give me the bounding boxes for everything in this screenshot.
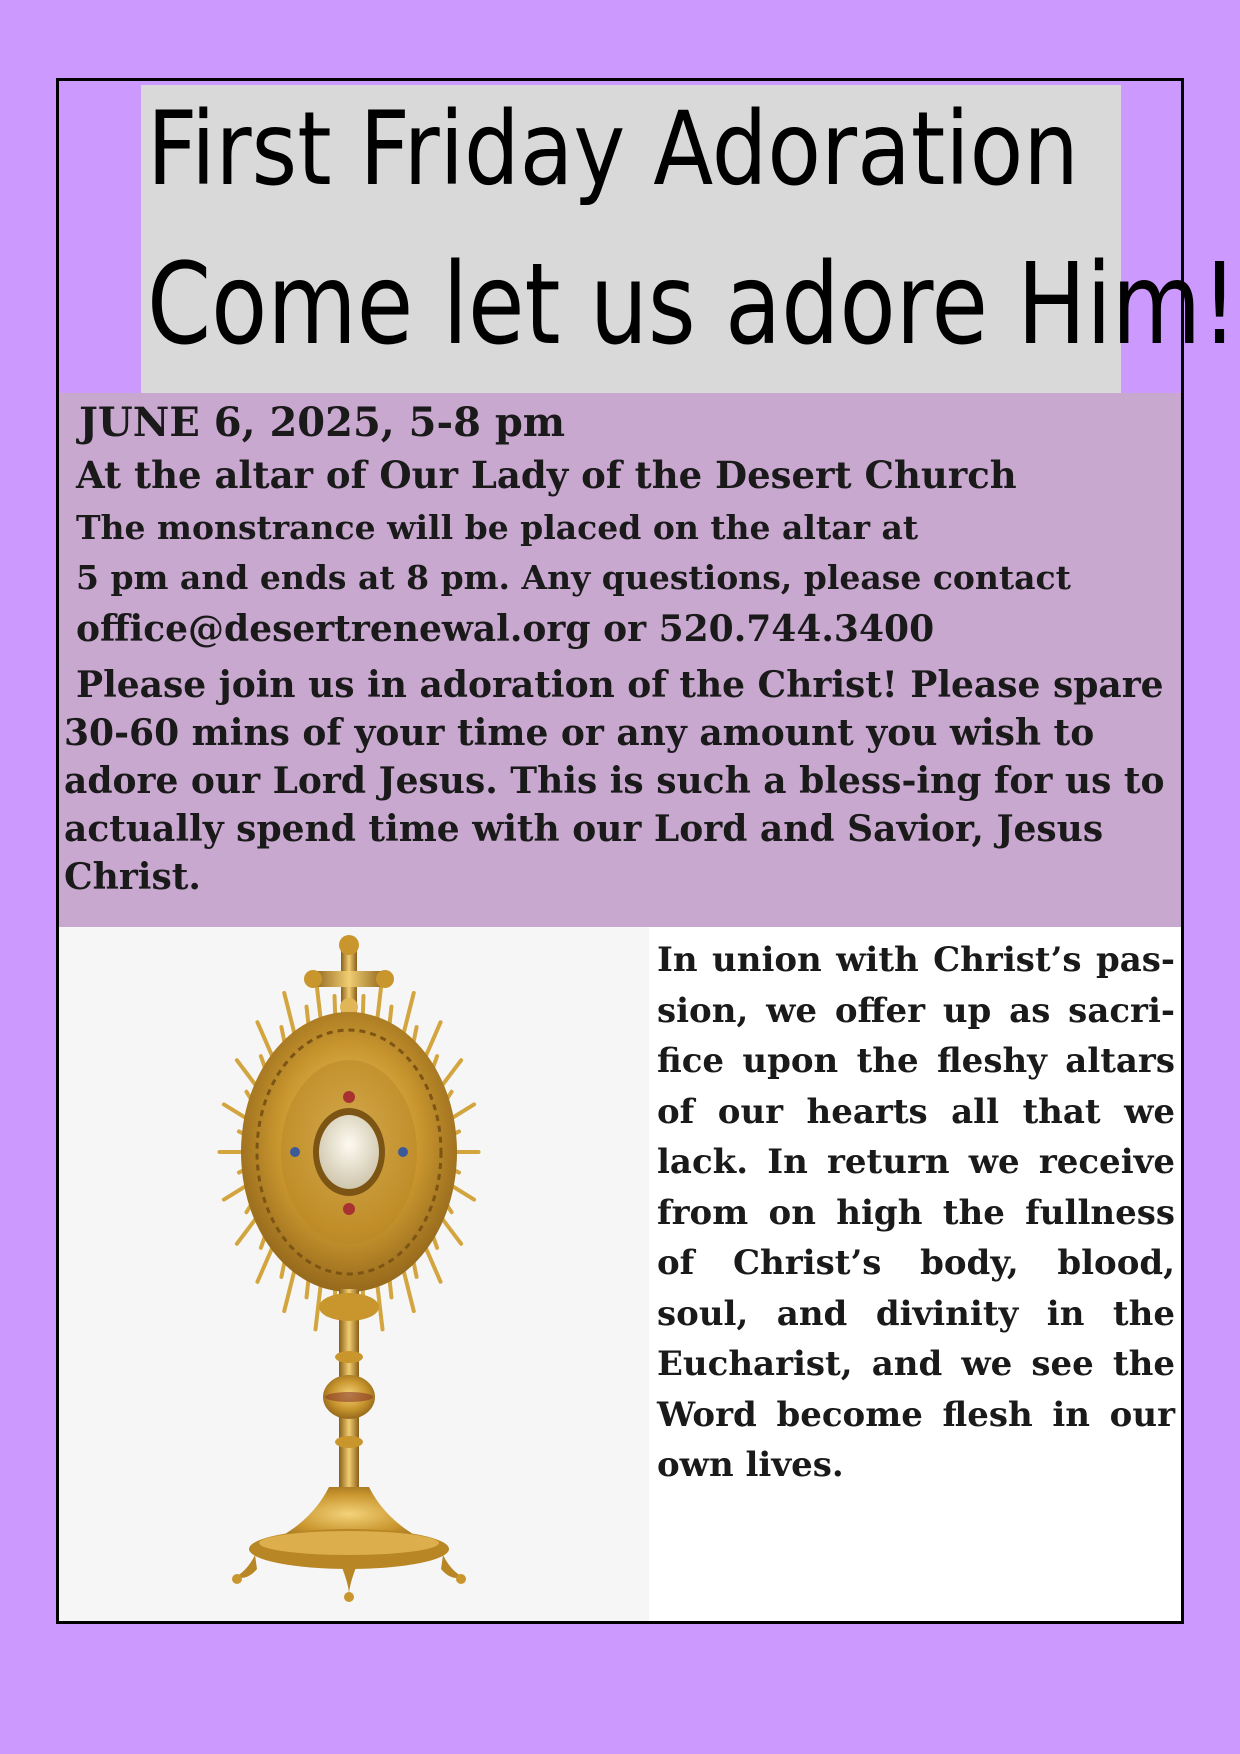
event-location: At the altar of Our Lady of the Desert Church bbox=[76, 453, 1017, 497]
title-banner bbox=[141, 85, 1239, 393]
event-date-time: JUNE 6, 2025, 5-8 pm bbox=[79, 399, 566, 446]
flyer-frame bbox=[56, 78, 1239, 1624]
contact-info: office@desertrenewal.org or 520.744.3400 bbox=[76, 608, 935, 650]
monstrance-info-line-2: 5 pm and ends at 8 pm. Any questions, please contact bbox=[76, 558, 1071, 597]
title-line-1: First Friday Adoration bbox=[147, 90, 1079, 209]
monstrance-info-line-1: The monstrance will be placed on the altar at bbox=[76, 508, 919, 547]
event-info-section bbox=[59, 393, 1181, 927]
reflection-paragraph: In union with Christ’s pas-sion, we offer up as sacri-fice upon the fleshy altars of our hearts all that we lack. In return we receive from on high the fullness of Christ’s body, blood, soul, and divinity in the Eucharist, and we see the Word become flesh in our own lives. bbox=[657, 940, 1175, 1485]
reflection-panel bbox=[649, 927, 1181, 1621]
invitation-paragraph: Please join us in adoration of the Christ! Please spare 30-60 mins of your time or any amount you wish to adore our Lord Jesus. This is such a bless-ing for us to actually spend time with our Lord and Savior, Jesus Christ. bbox=[64, 664, 1165, 898]
title-line-2: Come let us adore Him! bbox=[147, 240, 1239, 370]
monstrance-image-panel bbox=[59, 927, 649, 1621]
monstrance-icon bbox=[59, 927, 649, 1621]
